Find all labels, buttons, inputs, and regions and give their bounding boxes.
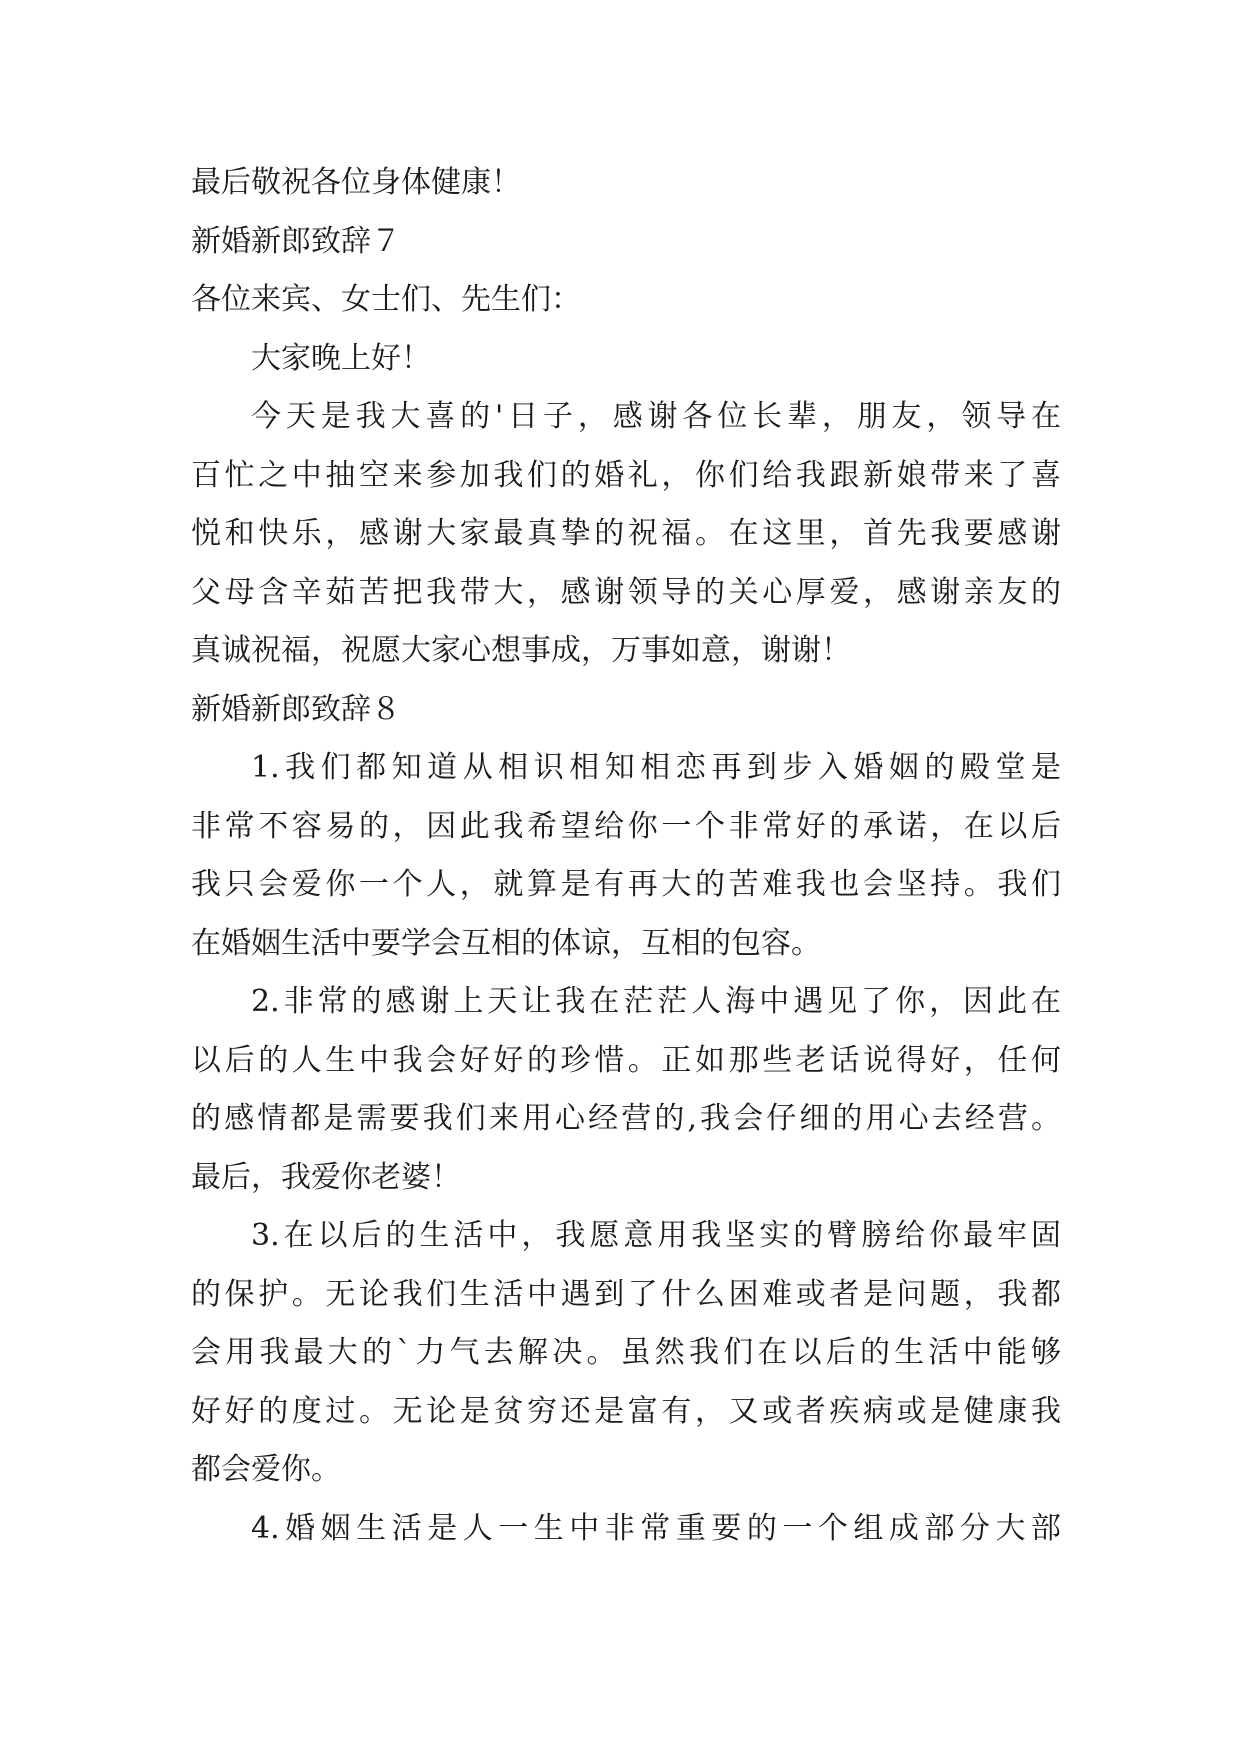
- paragraph-line: 好好的度过。无论是贫穷还是富有，又或者疾病或是健康我: [191, 1393, 1061, 1429]
- paragraph-line: 在婚姻生活中要学会互相的体谅，互相的包容。: [191, 925, 821, 961]
- paragraph-line: 4.婚姻生活是人一生中非常重要的一个组成部分大部: [251, 1510, 1061, 1546]
- paragraph-line: 3.在以后的生活中，我愿意用我坚实的臂膀给你最牢固: [251, 1218, 1061, 1253]
- paragraph-line: 最后，我爱你老婆！: [191, 1159, 461, 1195]
- paragraph-line: 1.我们都知道从相识相知相恋再到步入婚姻的殿堂是: [251, 750, 1061, 785]
- paragraph-line: 的保护。无论我们生活中遇到了什么困难或者是问题，我都: [191, 1276, 1061, 1312]
- paragraph-line: 非常不容易的，因此我希望给你一个非常好的承诺，在以后: [191, 808, 1061, 844]
- paragraph-line: 都会爱你。: [191, 1452, 341, 1487]
- paragraph-line: 百忙之中抽空来参加我们的婚礼，你们给我跟新娘带来了喜: [191, 457, 1061, 493]
- paragraph-line: 我只会爱你一个人，就算是有再大的苦难我也会坚持。我们: [191, 867, 1061, 902]
- document-page: [191, 154, 1061, 1558]
- paragraph-line: 2.非常的感谢上天让我在茫茫人海中遇见了你，因此在: [251, 984, 1061, 1019]
- paragraph-line: 今天是我大喜的'日子，感谢各位长辈，朋友，领导在: [251, 399, 1061, 434]
- paragraph-line: 的感情都是需要我们来用心经营的,我会仔细的用心去经营。: [191, 1101, 1061, 1136]
- paragraph-line: 会用我最大的`力气去解决。虽然我们在以后的生活中能够: [191, 1335, 1061, 1370]
- salutation: 各位来宾、女士们、先生们：: [191, 282, 581, 317]
- paragraph-line: 真诚祝福，祝愿大家心想事成，万事如意，谢谢！: [191, 633, 851, 668]
- greeting: 大家晚上好！: [251, 340, 431, 376]
- paragraph-line: 以后的人生中我会好好的珍惜。正如那些老话说得好，任何: [191, 1042, 1061, 1078]
- section-heading: 新婚新郎致辞８: [191, 691, 401, 727]
- paragraph-line: 父母含辛茹苦把我带大，感谢领导的关心厚爱，感谢亲友的: [191, 574, 1061, 610]
- section-heading: 新婚新郎致辞７: [191, 223, 401, 259]
- text-line: 最后敬祝各位身体健康！: [191, 165, 521, 200]
- paragraph-line: 悦和快乐，感谢大家最真挚的祝福。在这里，首先我要感谢: [191, 516, 1061, 551]
